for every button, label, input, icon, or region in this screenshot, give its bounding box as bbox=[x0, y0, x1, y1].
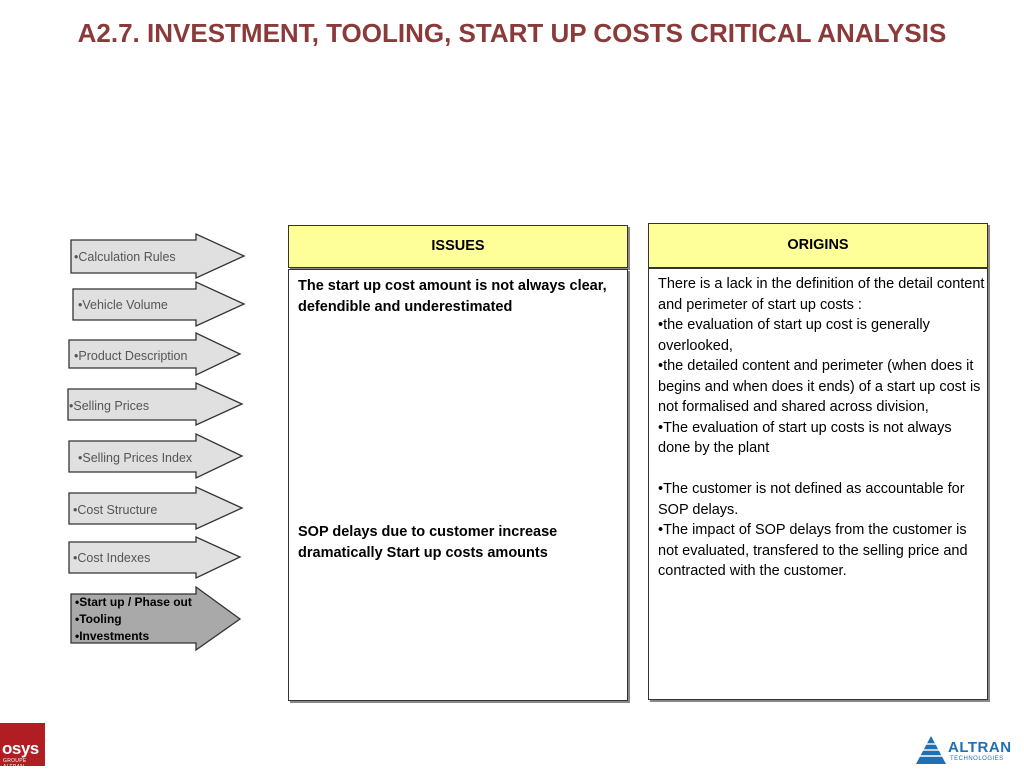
nav-active-item: •Investments bbox=[75, 629, 150, 643]
origins-text bbox=[658, 274, 986, 582]
issues-header bbox=[288, 225, 628, 268]
nav-label-vehicle-volume: •Vehicle Volume bbox=[78, 298, 168, 312]
origin-line: •The customer is not defined as accountable for SOP delays. bbox=[658, 481, 965, 518]
nav-active-item: •Tooling bbox=[75, 612, 122, 626]
nav-label-active-group bbox=[75, 594, 192, 645]
altran-logo bbox=[914, 734, 1022, 766]
issues-panel bbox=[288, 269, 628, 701]
nav-active-item: •Start up / Phase out bbox=[75, 595, 192, 609]
altran-pyramid-icon bbox=[914, 734, 948, 766]
origin-line: •the evaluation of start up cost is generally overlooked, bbox=[658, 317, 930, 354]
origin-line: There is a lack in the definition of the detail content and perimeter of start up costs : bbox=[658, 276, 985, 313]
osys-logo-text: osys bbox=[2, 739, 39, 758]
altran-logo-text: ALTRAN bbox=[948, 739, 1012, 756]
origin-line: •the detailed content and perimeter (when does it begins and when does it ends) of a start up cost is not formalised and shared across division, bbox=[658, 358, 981, 415]
page-title: A2.7. INVESTMENT, TOOLING, START UP COSTS CRITICAL ANALYSIS bbox=[77, 18, 947, 48]
origin-line: •The evaluation of start up costs is not always done by the plant bbox=[658, 419, 952, 456]
origins-header bbox=[648, 223, 988, 268]
nav-label-cost-indexes: •Cost Indexes bbox=[73, 551, 151, 565]
nav-label-product-description: •Product Description bbox=[74, 349, 188, 363]
issue-item: SOP delays due to customer increase dramatically Start up costs amounts bbox=[298, 524, 558, 561]
altran-logo-subtext: TECHNOLOGIES bbox=[950, 756, 1004, 762]
origins-header-label: ORIGINS bbox=[787, 237, 849, 253]
issue-item: The start up cost amount is not always clear, defendible and underestimated bbox=[298, 278, 607, 315]
origins-panel bbox=[648, 268, 988, 700]
nav-label-selling-prices: •Selling Prices bbox=[69, 399, 150, 413]
issues-header-label: ISSUES bbox=[431, 238, 485, 254]
osys-logo bbox=[0, 723, 45, 770]
nav-label-cost-structure: •Cost Structure bbox=[73, 503, 158, 517]
origin-line: •The impact of SOP delays from the customer is not evaluated, transfered to the selling price and contracted with the customer. bbox=[658, 522, 968, 579]
nav-label-calculation-rules: •Calculation Rules bbox=[74, 250, 176, 264]
nav-label-selling-prices-index: •Selling Prices Index bbox=[78, 451, 193, 465]
osys-logo-subtext: GROUPE ALTRAN bbox=[3, 758, 27, 770]
